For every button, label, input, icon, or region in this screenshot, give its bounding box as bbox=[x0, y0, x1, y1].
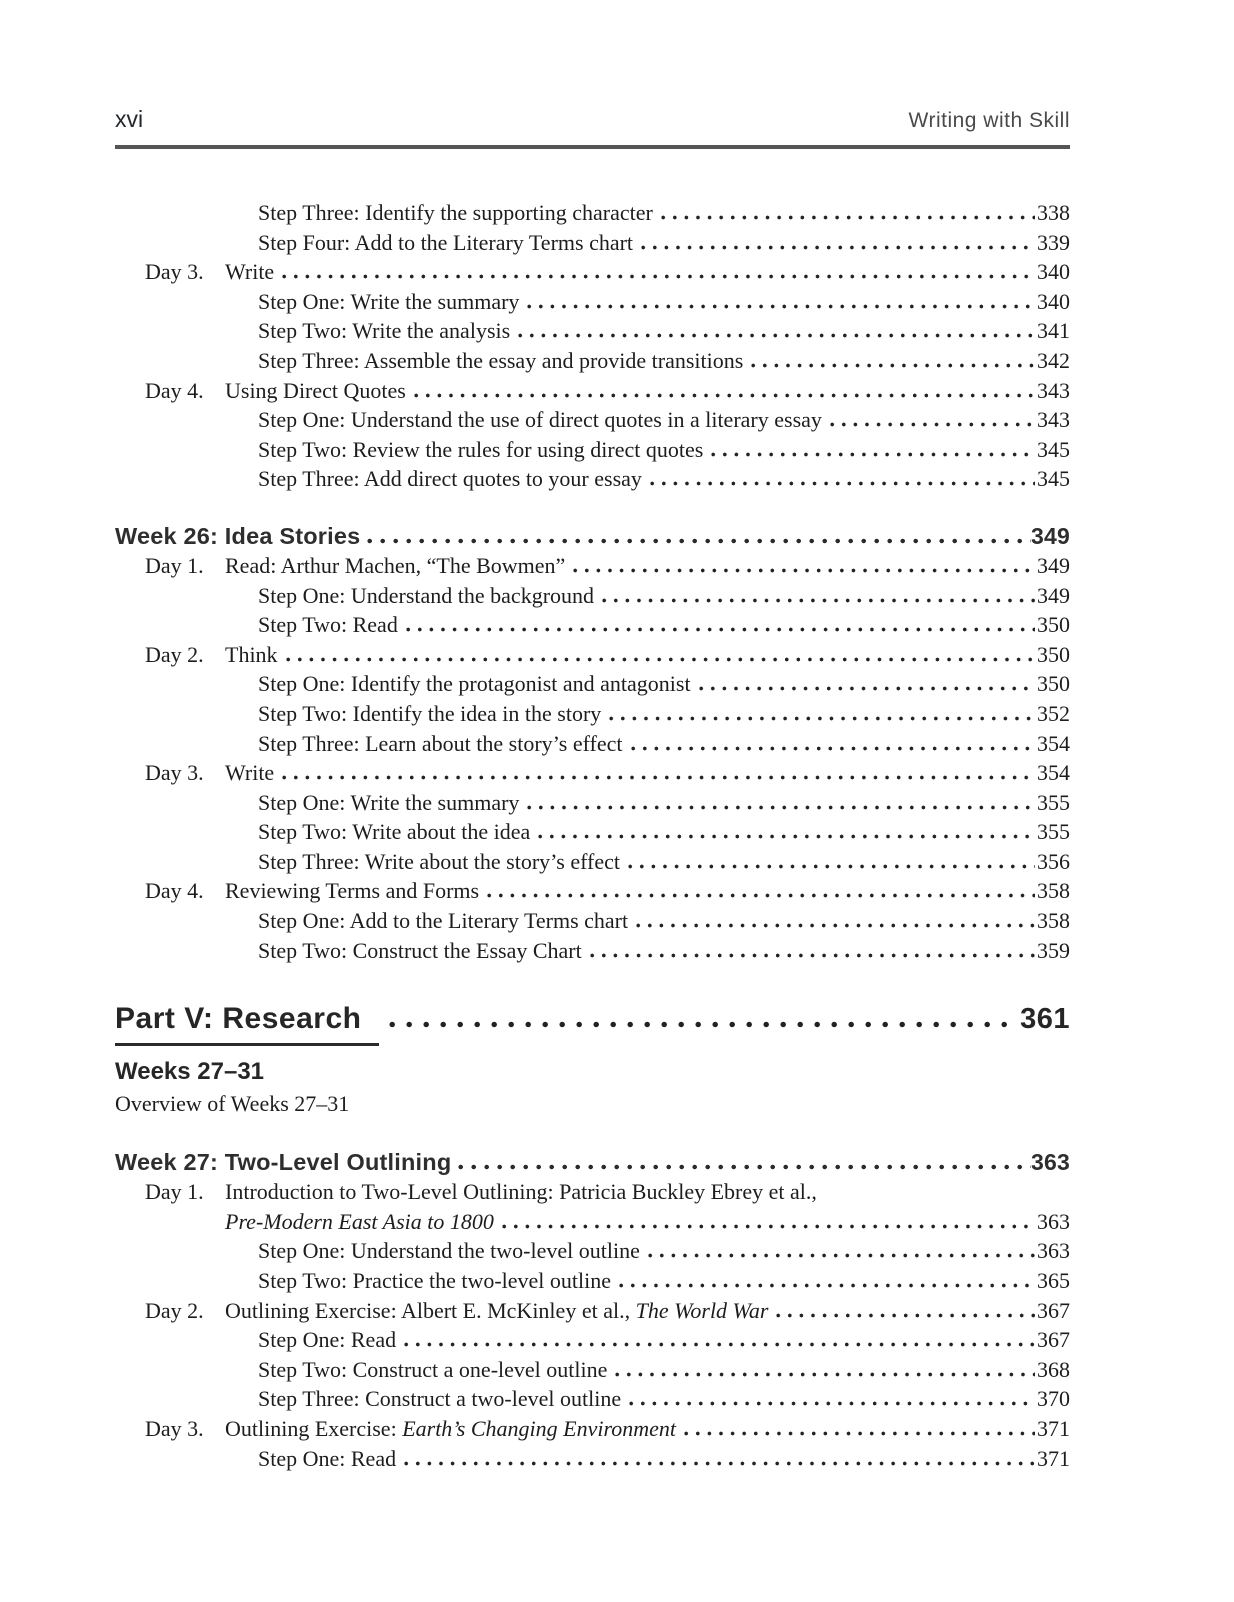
entry-text-part: Step Three: Identify the supporting character bbox=[258, 200, 653, 225]
entry-text bbox=[225, 1177, 817, 1207]
dot-leader bbox=[487, 893, 1035, 898]
toc-entry bbox=[115, 376, 1070, 406]
entry-text bbox=[258, 729, 623, 759]
page-number: 342 bbox=[1037, 347, 1070, 373]
entry-text-part: Think bbox=[225, 641, 278, 667]
page-number: 349 bbox=[1037, 582, 1070, 608]
entry-text-part: Step Two: Write about the idea bbox=[258, 819, 531, 845]
entry-text bbox=[258, 669, 691, 699]
entry-text bbox=[258, 788, 519, 818]
page-number: 361 bbox=[1020, 1003, 1070, 1036]
dot-leader bbox=[641, 245, 1035, 250]
toc-entry bbox=[115, 610, 1070, 640]
entry-text bbox=[258, 906, 628, 936]
toc-entry bbox=[115, 788, 1070, 818]
entry-text bbox=[258, 405, 822, 435]
dot-leader bbox=[573, 568, 1035, 573]
table-of-contents bbox=[115, 198, 1070, 1473]
part-section bbox=[115, 999, 1070, 1120]
toc-entry bbox=[115, 257, 1070, 287]
toc-entry bbox=[115, 316, 1070, 346]
toc-entry bbox=[115, 464, 1070, 494]
toc-entry bbox=[115, 847, 1070, 877]
book-title: Writing with Skill bbox=[908, 109, 1070, 132]
entry-text bbox=[258, 610, 398, 640]
page-number: 340 bbox=[1037, 288, 1070, 314]
toc-entry bbox=[115, 551, 1070, 581]
entry-text bbox=[258, 1355, 607, 1385]
dot-leader bbox=[282, 775, 1035, 780]
entry-text-part: Step Two: Construct the Essay Chart bbox=[258, 937, 582, 963]
page-number: 339 bbox=[1037, 229, 1070, 255]
toc-entry bbox=[115, 1414, 1070, 1444]
week-title: Week 27: Two-Level Outlining bbox=[115, 1149, 452, 1176]
entry-text-part: Write bbox=[225, 259, 275, 285]
page-number: 363 bbox=[1037, 1238, 1070, 1264]
dot-leader bbox=[404, 1461, 1035, 1466]
dot-leader bbox=[527, 304, 1035, 309]
entry-text bbox=[258, 936, 582, 966]
page-number: 343 bbox=[1037, 377, 1070, 403]
entry-text-part: Step Two: Review the rules for using direct quotes bbox=[258, 436, 704, 462]
page-number: 345 bbox=[1037, 436, 1070, 462]
entry-text bbox=[258, 346, 743, 376]
dot-leader bbox=[776, 1313, 1035, 1318]
toc-entry bbox=[115, 287, 1070, 317]
entry-text-part: Step One: Add to the Literary Terms chart bbox=[258, 908, 629, 934]
dot-leader bbox=[619, 1283, 1035, 1288]
dot-leader bbox=[406, 627, 1035, 632]
entry-text-part: Step One: Identify the protagonist and antagonist bbox=[258, 671, 691, 697]
entry-text-part: Step Two: Practice the two-level outline bbox=[258, 1268, 612, 1294]
dot-leader bbox=[518, 333, 1035, 338]
page-number: 341 bbox=[1037, 318, 1070, 344]
entry-text bbox=[258, 1325, 396, 1355]
page-number: 363 bbox=[1037, 1208, 1070, 1234]
entry-text bbox=[225, 1296, 768, 1326]
part-title: Part V: Research bbox=[115, 999, 379, 1046]
entry-text-part: Step Two: Read bbox=[258, 612, 398, 638]
entry-text bbox=[258, 817, 530, 847]
toc-entry bbox=[115, 1236, 1070, 1266]
entry-text bbox=[225, 376, 406, 406]
toc-entry bbox=[115, 640, 1070, 670]
entry-text bbox=[225, 1414, 676, 1444]
entry-text-part: Step Four: Add to the Literary Terms chart bbox=[258, 229, 634, 255]
entry-text-part: Step One: Read bbox=[258, 1327, 397, 1353]
dot-leader bbox=[590, 953, 1035, 958]
dot-leader bbox=[636, 923, 1035, 928]
page-number: 338 bbox=[1037, 200, 1070, 225]
day-label: Day 3. bbox=[145, 259, 204, 285]
dot-leader bbox=[615, 1372, 1035, 1377]
toc-entry bbox=[115, 699, 1070, 729]
day-label: Day 4. bbox=[145, 377, 204, 403]
day-label: Day 3. bbox=[145, 1416, 204, 1441]
dot-leader bbox=[502, 1224, 1035, 1229]
day-label: Day 1. bbox=[145, 1179, 204, 1205]
entry-text-italic: The World War bbox=[635, 1297, 769, 1323]
entry-text-part: Outlining Exercise: bbox=[225, 1416, 403, 1441]
page-number: 350 bbox=[1037, 641, 1070, 667]
entry-text-part: Introduction to Two-Level Outlining: Patricia Buckley Ebrey et al., bbox=[225, 1179, 817, 1205]
dot-leader bbox=[527, 805, 1035, 810]
page-number: 363 bbox=[1031, 1149, 1070, 1176]
toc-entry bbox=[115, 1207, 1070, 1237]
dot-leader bbox=[404, 1342, 1035, 1347]
page-number: 340 bbox=[1037, 259, 1070, 285]
toc-entry bbox=[115, 669, 1070, 699]
entry-text-part: Step Three: Add direct quotes to your essay bbox=[258, 466, 642, 492]
toc-entry bbox=[115, 1325, 1070, 1355]
week-heading bbox=[115, 521, 1070, 551]
dot-leader bbox=[414, 393, 1035, 398]
page-number: 343 bbox=[1037, 407, 1070, 433]
page-number: 354 bbox=[1037, 730, 1070, 756]
day-label: Day 2. bbox=[145, 1297, 204, 1323]
dot-leader bbox=[830, 422, 1035, 427]
entry-text bbox=[258, 198, 653, 228]
entry-text bbox=[258, 316, 510, 346]
entry-text bbox=[258, 1444, 396, 1474]
entry-text-italic: Pre-Modern East Asia to 1800 bbox=[225, 1208, 494, 1234]
dot-leader bbox=[628, 864, 1035, 869]
dot-leader bbox=[699, 686, 1035, 691]
page-number: 370 bbox=[1037, 1386, 1070, 1412]
week-heading bbox=[115, 1147, 1070, 1177]
entry-text bbox=[258, 1384, 621, 1414]
page-number: 355 bbox=[1037, 819, 1070, 845]
dot-leader bbox=[629, 1401, 1035, 1406]
page-number: 345 bbox=[1037, 466, 1070, 492]
dot-leader bbox=[751, 363, 1035, 368]
entry-text bbox=[258, 1236, 640, 1266]
toc-entry bbox=[115, 1177, 1070, 1207]
page-number: 371 bbox=[1037, 1445, 1070, 1471]
toc-entry bbox=[115, 435, 1070, 465]
page-number: 349 bbox=[1031, 522, 1070, 549]
page-number: 354 bbox=[1037, 760, 1070, 786]
day-label: Day 4. bbox=[145, 878, 204, 904]
page-number: 368 bbox=[1037, 1356, 1070, 1382]
day-label: Day 1. bbox=[145, 552, 204, 578]
toc-entry bbox=[115, 729, 1070, 759]
dot-leader bbox=[538, 834, 1035, 839]
dot-leader bbox=[631, 746, 1035, 751]
entry-text bbox=[258, 228, 633, 258]
page-number: 350 bbox=[1037, 671, 1070, 697]
page-number: 359 bbox=[1037, 937, 1070, 963]
entry-text bbox=[258, 581, 594, 611]
part-overview: Overview of Weeks 27–31 bbox=[115, 1091, 350, 1117]
entry-text bbox=[258, 464, 642, 494]
entry-text bbox=[225, 876, 479, 906]
toc-entry bbox=[115, 198, 1070, 228]
page-number: 367 bbox=[1037, 1297, 1070, 1323]
page-number: 371 bbox=[1037, 1416, 1070, 1441]
entry-text bbox=[225, 257, 274, 287]
toc-entry bbox=[115, 1296, 1070, 1326]
toc-entry bbox=[115, 1384, 1070, 1414]
toc-entry bbox=[115, 346, 1070, 376]
dot-leader bbox=[286, 657, 1035, 662]
entry-text-part: Step Three: Assemble the essay and provide transitions bbox=[258, 347, 744, 373]
entry-text bbox=[258, 287, 519, 317]
dot-leader bbox=[458, 1164, 1031, 1170]
entry-text-part: Step Two: Construct a one-level outline bbox=[258, 1356, 608, 1382]
entry-text bbox=[225, 640, 278, 670]
dot-leader bbox=[602, 598, 1035, 603]
entry-text-part: Step Two: Identify the idea in the story bbox=[258, 700, 602, 726]
toc-entry bbox=[115, 758, 1070, 788]
entry-text-part: Outlining Exercise: Albert E. McKinley et al., bbox=[225, 1297, 636, 1323]
entry-text-part: Read: Arthur Machen, “The Bowmen” bbox=[225, 552, 566, 578]
entry-text-part: Step One: Write the summary bbox=[258, 789, 520, 815]
toc-entry bbox=[115, 405, 1070, 435]
page-number: 349 bbox=[1037, 552, 1070, 578]
entry-text bbox=[258, 847, 620, 877]
dot-leader bbox=[711, 452, 1035, 457]
dot-leader bbox=[661, 215, 1035, 220]
toc-entry bbox=[115, 936, 1070, 966]
entry-text-part: Step One: Understand the use of direct quotes in a literary essay bbox=[258, 407, 822, 433]
entry-text-part: Step One: Understand the two-level outline bbox=[258, 1238, 640, 1264]
entry-text bbox=[258, 699, 601, 729]
part-heading bbox=[115, 999, 1070, 1046]
entry-text-part: Step One: Write the summary bbox=[258, 288, 520, 314]
toc-entry bbox=[115, 1355, 1070, 1385]
entry-text-italic: Earth’s Changing Environment bbox=[402, 1416, 676, 1441]
entry-text-part: Step One: Understand the background bbox=[258, 582, 595, 608]
dot-leader bbox=[282, 274, 1035, 279]
toc-entry bbox=[115, 817, 1070, 847]
entry-text bbox=[225, 758, 274, 788]
dot-leader bbox=[367, 538, 1031, 544]
toc-entry bbox=[115, 1444, 1070, 1474]
dot-leader bbox=[684, 1431, 1035, 1436]
entry-text-part: Step Three: Write about the story’s effect bbox=[258, 848, 621, 874]
entry-text-part: Step Three: Construct a two-level outline bbox=[258, 1386, 622, 1412]
page-number-folio: xvi bbox=[115, 106, 144, 132]
page-number: 350 bbox=[1037, 612, 1070, 638]
toc-entry bbox=[115, 1266, 1070, 1296]
running-header bbox=[115, 106, 1070, 133]
entry-text bbox=[225, 1207, 494, 1237]
day-label: Day 2. bbox=[145, 641, 204, 667]
toc-entry bbox=[115, 876, 1070, 906]
entry-text bbox=[258, 435, 703, 465]
page-number: 365 bbox=[1037, 1268, 1070, 1294]
entry-text bbox=[225, 551, 565, 581]
entry-text bbox=[258, 1266, 611, 1296]
part-subtitle: Weeks 27–31 bbox=[115, 1058, 265, 1086]
entry-text-part: Write bbox=[225, 760, 275, 786]
page-number: 367 bbox=[1037, 1327, 1070, 1353]
entry-text-part: Using Direct Quotes bbox=[225, 377, 406, 403]
entry-text-part: Reviewing Terms and Forms bbox=[225, 878, 480, 904]
page-number: 352 bbox=[1037, 700, 1070, 726]
toc-entry bbox=[115, 228, 1070, 258]
entry-text-part: Step Two: Write the analysis bbox=[258, 318, 511, 344]
dot-leader bbox=[609, 716, 1035, 721]
toc-entry bbox=[115, 581, 1070, 611]
page-number: 358 bbox=[1037, 908, 1070, 934]
dot-leader bbox=[650, 481, 1035, 486]
week-title: Week 26: Idea Stories bbox=[115, 522, 361, 549]
dot-leader bbox=[648, 1253, 1035, 1258]
page-number: 356 bbox=[1037, 848, 1070, 874]
entry-text-part: Step One: Read bbox=[258, 1445, 397, 1471]
page-number: 355 bbox=[1037, 789, 1070, 815]
entry-text-part: Step Three: Learn about the story’s effect bbox=[258, 730, 623, 756]
day-label: Day 3. bbox=[145, 760, 204, 786]
dot-leader bbox=[389, 1021, 1016, 1028]
page-number: 358 bbox=[1037, 878, 1070, 904]
header-rule bbox=[115, 145, 1070, 149]
toc-entry bbox=[115, 906, 1070, 936]
